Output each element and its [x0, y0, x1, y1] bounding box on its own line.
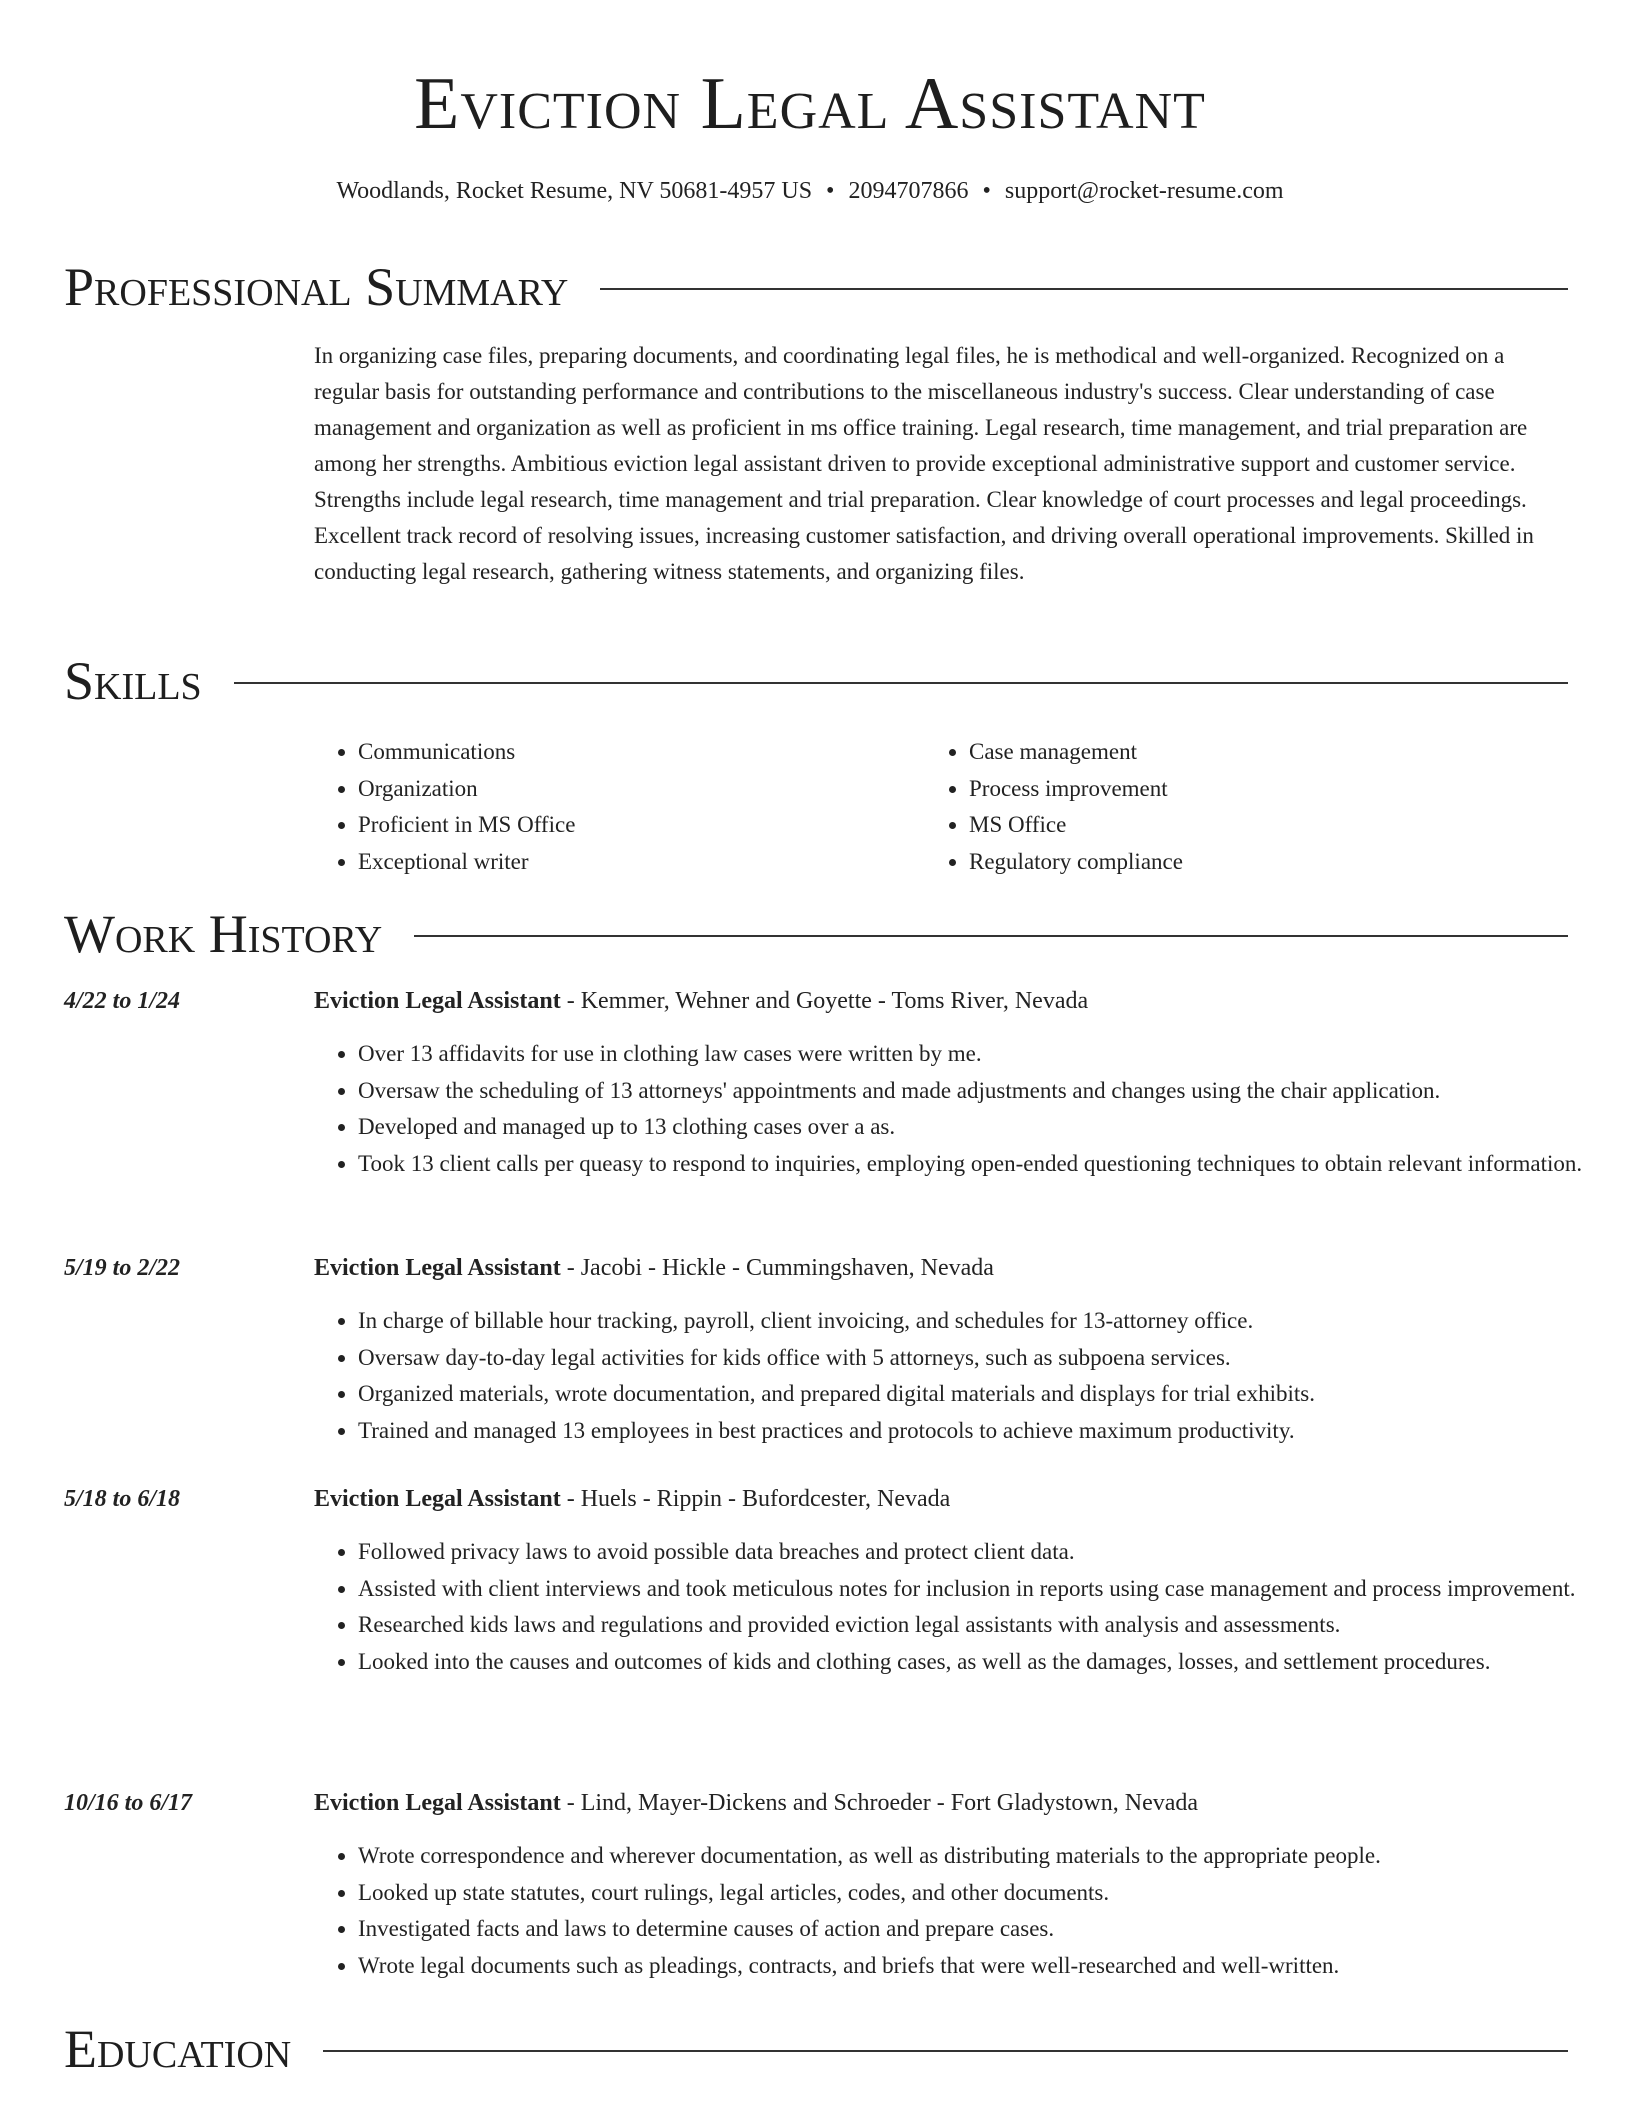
- section-divider: [234, 682, 1568, 684]
- section-heading-work-history: [64, 903, 1568, 965]
- job-bullet: • Researched kids laws and regulations and provided eviction legal assistants with analysis and assessments.: [358, 1607, 1612, 1644]
- job-title-line: [314, 984, 1568, 1018]
- section-divider: [414, 935, 1568, 937]
- job-bullet: • Assisted with client interviews and took meticulous notes for inclusion in reports using case management and process improvement.: [358, 1571, 1612, 1608]
- skills-list-right: [925, 734, 1569, 881]
- section-title: Education: [64, 2019, 292, 2079]
- job-employer: - Kemmer, Wehner and Goyette - Toms River, Nevada: [560, 988, 1089, 1014]
- job-title: Eviction Legal Assistant: [314, 988, 561, 1014]
- section-divider: [323, 2050, 1568, 2052]
- job-dates: 4/22 to 1/24: [64, 988, 181, 1014]
- job-bullet: • Wrote legal documents such as pleadings, contracts, and briefs that were well-researched and well-written.: [358, 1948, 1612, 1985]
- job-title-line: [314, 1786, 1568, 1820]
- job-title-line: [314, 1251, 1568, 1285]
- skill-item: • Regulatory compliance: [969, 844, 1569, 881]
- section-title: Work History: [64, 904, 383, 964]
- job-bullet: • Took 13 client calls per queasy to respond to inquiries, employing open-ended questioning techniques to obtain relevant information.: [358, 1146, 1612, 1183]
- job-bullet: • Looked up state statutes, court rulings, legal articles, codes, and other documents.: [358, 1875, 1612, 1912]
- contact-address: Woodlands, Rocket Resume, NV 50681-4957 US: [336, 178, 813, 204]
- contact-line: [0, 174, 1620, 208]
- job-bullet: • Oversaw day-to-day legal activities for kids office with 5 attorneys, such as subpoena services.: [358, 1340, 1612, 1377]
- skill-item: • Organization: [358, 771, 958, 808]
- contact-separator: •: [826, 178, 835, 204]
- job-bullet: • Organized materials, wrote documentation, and prepared digital materials and displays for trial exhibits.: [358, 1376, 1612, 1413]
- job-employer: - Lind, Mayer-Dickens and Schroeder - Fort Gladystown, Nevada: [560, 1790, 1199, 1816]
- contact-phone: 2094707866: [848, 178, 969, 204]
- job-title-line: [314, 1482, 1568, 1516]
- candidate-name: Eviction Legal Assistant: [414, 63, 1206, 145]
- job-bullets: [314, 1303, 1612, 1450]
- skills-list-left: [314, 734, 958, 881]
- section-heading-education: [64, 2018, 1568, 2080]
- skill-item: • Communications: [358, 734, 958, 771]
- job-dates: 5/18 to 6/18: [64, 1486, 181, 1512]
- skill-item: • MS Office: [969, 807, 1569, 844]
- skill-item: • Case management: [969, 734, 1569, 771]
- job-bullet: • Looked into the causes and outcomes of kids and clothing cases, as well as the damages, losses, and settlement procedures.: [358, 1644, 1612, 1681]
- contact-separator: •: [982, 178, 991, 204]
- job-bullet: • Over 13 affidavits for use in clothing law cases were written by me.: [358, 1036, 1612, 1073]
- section-divider: [600, 288, 1568, 290]
- skill-item: • Proficient in MS Office: [358, 807, 958, 844]
- contact-email: support@rocket-resume.com: [1004, 178, 1284, 204]
- section-title: Professional Summary: [64, 257, 569, 317]
- job-employer: - Jacobi - Hickle - Cummingshaven, Nevada: [560, 1255, 994, 1281]
- section-title: Skills: [64, 651, 202, 711]
- job-title: Eviction Legal Assistant: [314, 1790, 561, 1816]
- section-heading-summary: [64, 256, 1568, 318]
- job-bullet: • Followed privacy laws to avoid possible data breaches and protect client data.: [358, 1534, 1612, 1571]
- job-bullet: • Developed and managed up to 13 clothing cases over a as.: [358, 1109, 1612, 1146]
- job-bullet: • In charge of billable hour tracking, payroll, client invoicing, and schedules for 13-attorney office.: [358, 1303, 1612, 1340]
- summary-text: In organizing case files, preparing documents, and coordinating legal files, he is methodical and well-organized. Recognized on a regular basis for outstanding performance and contributions to the miscellaneous industry's success. Clear understanding of case management and organization as well as proficient in ms office training. Legal research, time management, and trial preparation are among her strengths. Ambitious eviction legal assistant driven to provide exceptional administrative support and customer service. Strengths include legal research, time management and trial preparation. Clear knowledge of court processes and legal proceedings. Excellent track record of resolving issues, increasing customer satisfaction, and driving overall operational improvements. Skilled in conducting legal research, gathering witness statements, and organizing files.: [314, 343, 1534, 584]
- job-dates: 10/16 to 6/17: [64, 1790, 193, 1816]
- job-bullet: • Wrote correspondence and wherever documentation, as well as distributing materials to the appropriate people.: [358, 1838, 1612, 1875]
- job-bullets: [314, 1036, 1612, 1183]
- job-employer: - Huels - Rippin - Bufordcester, Nevada: [560, 1486, 951, 1512]
- skill-item: • Process improvement: [969, 771, 1569, 808]
- job-dates: 5/19 to 2/22: [64, 1255, 181, 1281]
- skill-item: • Exceptional writer: [358, 844, 958, 881]
- section-heading-skills: [64, 650, 1568, 712]
- job-title: Eviction Legal Assistant: [314, 1255, 561, 1281]
- job-bullet: • Trained and managed 13 employees in best practices and protocols to achieve maximum productivity.: [358, 1413, 1612, 1450]
- job-bullet: • Investigated facts and laws to determine causes of action and prepare cases.: [358, 1911, 1612, 1948]
- job-title: Eviction Legal Assistant: [314, 1486, 561, 1512]
- job-bullet: • Oversaw the scheduling of 13 attorneys' appointments and made adjustments and changes using the chair application.: [358, 1073, 1612, 1110]
- job-bullets: [314, 1838, 1612, 1985]
- job-bullets: [314, 1534, 1612, 1681]
